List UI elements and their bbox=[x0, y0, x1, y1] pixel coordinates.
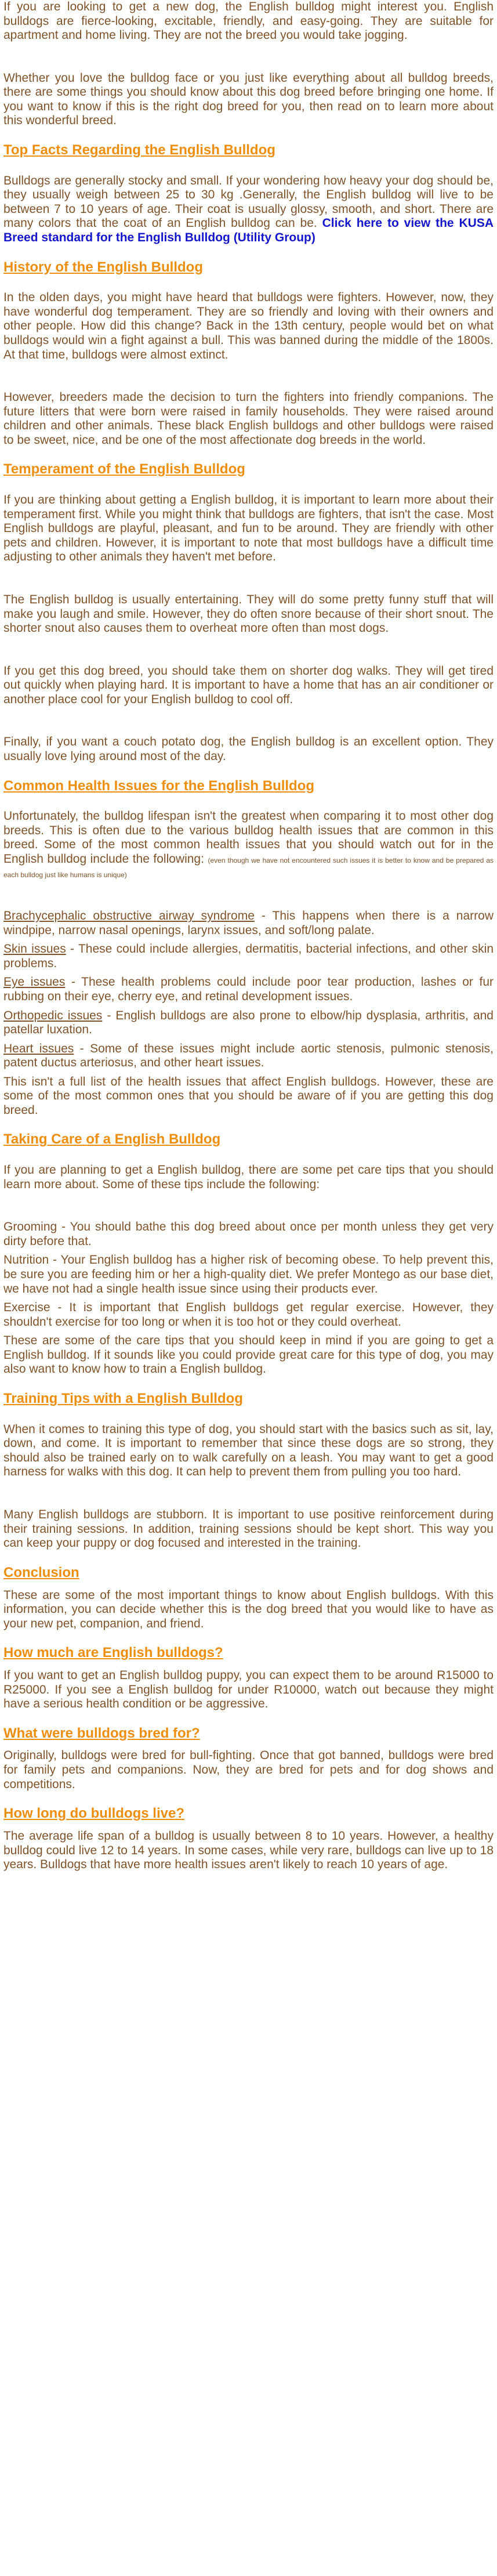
temperament-paragraph-2: The English bulldog is usually entertaining. They will do some pretty funny stuff that will make you laugh and smile. However, they do often snore because of their short snout. The shorter snout also causes them to overheat more often than most dogs. bbox=[3, 593, 494, 635]
health-issue-term: Brachycephalic obstructive airway syndrome bbox=[3, 909, 255, 923]
care-closing-paragraph: These are some of the care tips that you should keep in mind if you are going to get a English bulldog. If it sounds like you could provide great care for this type of dog, you may also want to know how to train a English bulldog. bbox=[3, 1334, 494, 1376]
care-tips-list bbox=[3, 1220, 494, 1377]
spacer bbox=[3, 636, 494, 664]
health-issue-item bbox=[3, 1042, 494, 1070]
spacer bbox=[3, 881, 494, 909]
spacer bbox=[3, 1479, 494, 1508]
faq-question-price: How much are English bulldogs? bbox=[3, 1645, 223, 1661]
faq-answer-price: If you want to get an English bulldog puppy, you can expect them to be around R15000 to R25000. If you see a English bulldog for under R10000, watch out because they might have a serious health condition or be aggressive. bbox=[3, 1669, 494, 1711]
health-issues-list bbox=[3, 909, 494, 1117]
conclusion-paragraph: These are some of the most important things to know about English bulldogs. With this information, you can decide whether this is the dog breed that you would like to have as your new pet, companion, and friend. bbox=[3, 1588, 494, 1630]
history-paragraph-2: However, breeders made the decision to turn the fighters into friendly companions. The future litters that were born were raised in family households. They were raised around children and other animals. These black English bulldogs and other bulldogs were raised to be sweet, nice, and be one of the most affectionate dog breeds in the world. bbox=[3, 390, 494, 447]
health-issue-term: Eye issues bbox=[3, 975, 66, 989]
health-issue-item bbox=[3, 1009, 494, 1037]
faq-question-lifespan: How long do bulldogs live? bbox=[3, 1806, 184, 1822]
spacer bbox=[3, 1192, 494, 1220]
health-issue-text: - These health problems could include poor tear production, lashes or fur rubbing on their eye, cherry eye, and retinal development issues. bbox=[3, 975, 494, 1003]
health-issue-text: - These could include allergies, dermatitis, bacterial infections, and other skin problems. bbox=[3, 942, 494, 970]
health-disclaimer: (even though we have not encountered such issues it is better to know and be prepared as each bulldog just like humans is unique) bbox=[3, 856, 494, 879]
section-heading-temperament: Temperament of the English Bulldog bbox=[3, 461, 245, 477]
temperament-paragraph-1: If you are thinking about getting a English bulldog, it is important to learn more about their temperament first. While you might think that bulldogs are fighters, that isn't the case. Most English bulldogs are playful, pleasant, and fun to be around. They are friendly with other pets and children. However, it is important to note that most bulldogs have a difficult time adjusting to other animals they haven't met before. bbox=[3, 493, 494, 564]
spacer bbox=[3, 707, 494, 735]
temperament-paragraph-3: If you get this dog breed, you should take them on shorter dog walks. They will get tired out quickly when playing hard. It is important to have a home that has an air conditioner or another place cool for your English bulldog to cool off. bbox=[3, 664, 494, 706]
faq-answer-bred-for: Originally, bulldogs were bred for bull-fighting. Once that got banned, bulldogs were bred for family pets and companions. Now, they are bred for pets and for dog shows and competitions. bbox=[3, 1749, 494, 1791]
spacer bbox=[3, 43, 494, 71]
training-paragraph-1: When it comes to training this type of dog, you should start with the basics such as sit, lay, down, and come. It is important to remember that since these dogs are so strong, they should also be trained early on to walk carefully on a leash. You may want to get a good harness for walks with this dog. It can help to prevent them from pulling you too hard. bbox=[3, 1422, 494, 1479]
care-paragraph-1: If you are planning to get a English bulldog, there are some pet care tips that you should learn more about. Some of these tips include the following: bbox=[3, 1163, 494, 1191]
health-issue-item bbox=[3, 975, 494, 1004]
spacer bbox=[3, 362, 494, 390]
top-facts-paragraph bbox=[3, 174, 494, 245]
section-heading-health: Common Health Issues for the English Bulldog bbox=[3, 777, 315, 794]
section-heading-care: Taking Care of a English Bulldog bbox=[3, 1131, 221, 1148]
health-issue-item bbox=[3, 942, 494, 971]
spacer bbox=[3, 565, 494, 593]
health-closing-paragraph: This isn't a full list of the health issues that affect English bulldogs. However, these are some of the most common ones that you should be aware of if you are getting this dog breed. bbox=[3, 1074, 494, 1117]
health-issue-term: Orthopedic issues bbox=[3, 1008, 103, 1022]
faq-question-bred-for: What were bulldogs bred for? bbox=[3, 1725, 200, 1741]
top-facts-text: Bulldogs are generally stocky and small. If your wondering how heavy your dog should be, they usually weigh between 25 to 30 kg .Generally, the English bulldog will live to be between 7 to 10 years of age. Their coat is usually glossy, smooth, and short. There are many colors that the coat of an English bulldog can be. bbox=[3, 173, 494, 230]
health-issue-text: - Some of these issues might include aortic stenosis, pulmonic stenosis, patent ductus arteriosus, and other heart issues. bbox=[3, 1041, 494, 1070]
section-heading-history: History of the English Bulldog bbox=[3, 259, 203, 275]
section-heading-conclusion: Conclusion bbox=[3, 1564, 79, 1580]
kusa-breed-standard-link[interactable]: Click here to view the KUSA Breed standard for the English Bulldog (Utility Group) bbox=[3, 216, 494, 244]
health-issue-term: Heart issues bbox=[3, 1041, 74, 1055]
intro-paragraph-2: Whether you love the bulldog face or you just like everything about all bulldog breeds, there are some things you should know about this dog breed before bringing one home. If you want to know if this is the right dog breed for you, then read on to learn more about this wonderful breed. bbox=[3, 71, 494, 128]
health-issue-text: - This happens when there is a narrow windpipe, narrow nasal openings, larynx issues, and soft/long palate. bbox=[3, 909, 494, 937]
health-paragraph-1 bbox=[3, 809, 494, 881]
temperament-paragraph-4: Finally, if you want a couch potato dog, the English bulldog is an excellent option. They usually love lying around most of the day. bbox=[3, 735, 494, 763]
section-heading-top-facts: Top Facts Regarding the English Bulldog bbox=[3, 142, 275, 158]
health-issue-term: Skin issues bbox=[3, 942, 66, 956]
health-issue-text: - English bulldogs are also prone to elbow/hip dysplasia, arthritis, and patellar luxation. bbox=[3, 1008, 494, 1037]
section-heading-training: Training Tips with a English Bulldog bbox=[3, 1390, 243, 1406]
health-issue-item bbox=[3, 909, 494, 938]
intro-paragraph-1: If you are looking to get a new dog, the English bulldog might interest you. English bulldogs are fierce-looking, excitable, friendly, and easy-going. They are suitable for apartment and home living. They are not the breed you would take jogging. bbox=[3, 0, 494, 42]
care-tip-item: Exercise - It is important that English bulldogs get regular exercise. However, they shouldn't exercise for too long or when it is too hot or they could overheat. bbox=[3, 1301, 494, 1329]
health-intro-text: Unfortunately, the bulldog lifespan isn't the greatest when comparing it to most other dog breeds. This is often due to the various bulldog health issues that are common in this breed. Some of the most common health issues that you should watch out for in the English bulldog include the following: bbox=[3, 809, 494, 866]
history-paragraph-1: In the olden days, you might have heard that bulldogs were fighters. However, now, they have wonderful dog temperament. They are so friendly and loving with their owners and other people. How did this change? Back in the 13th century, people would bet on what bulldogs would win a fight against a bull. This was banned during the middle of the 1800s. At that time, bulldogs were almost extinct. bbox=[3, 291, 494, 361]
care-tip-item: Grooming - You should bathe this dog breed about once per month unless they get very dirty before that. bbox=[3, 1220, 494, 1248]
care-tip-item: Nutrition - Your English bulldog has a higher risk of becoming obese. To help prevent this, be sure you are feeding him or her a high-quality diet. We prefer Montego as our base diet, we have not had a single health issue since using their products ever. bbox=[3, 1253, 494, 1296]
faq-answer-lifespan: The average life span of a bulldog is usually between 8 to 10 years. However, a healthy bulldog could live 12 to 14 years. In some cases, while very rare, bulldogs can live up to 18 years. Bulldogs that have more health issues aren't likely to reach 10 years of age. bbox=[3, 1829, 494, 1872]
training-paragraph-2: Many English bulldogs are stubborn. It is important to use positive reinforcement during their training sessions. In addition, training sessions should be kept short. This way you can keep your puppy or dog focused and interested in the training. bbox=[3, 1508, 494, 1550]
